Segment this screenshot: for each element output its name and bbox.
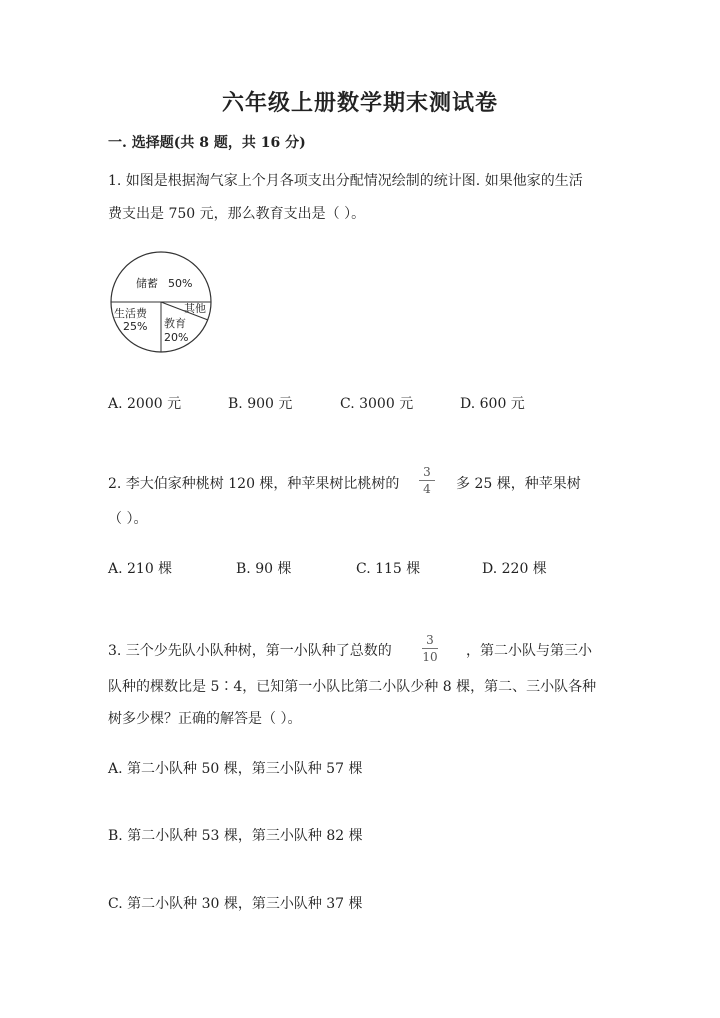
q2-option-a: A. 210 棵 [108, 561, 173, 577]
pie-label-living: 生活费 [114, 307, 147, 320]
pie-label-education: 教育 [164, 317, 186, 330]
pie-value-savings: 50% [168, 277, 193, 290]
pie-label-other: 其他 [184, 302, 206, 315]
q3-line1-end: ，第二小队与第三小 [466, 643, 592, 659]
q1-option-c: C. 3000 元 [340, 396, 414, 412]
page-title: 六年级上册数学期末测试卷 [221, 90, 498, 116]
q3-fraction [420, 633, 440, 664]
q2-fraction-bar [419, 480, 435, 481]
q3-fraction-numerator: 3 [426, 633, 434, 647]
q2-option-b: B. 90 棵 [236, 561, 292, 577]
q3-line2: 队种的棵数比是 5∶4，已知第一小队比第二小队少种 8 棵，第二、三小队各种 [108, 679, 597, 695]
q1-option-d: D. 600 元 [460, 396, 525, 412]
pie-value-living: 25% [123, 320, 148, 333]
q3-option-c: C. 第二小队种 30 棵，第三小队种 37 棵 [108, 896, 363, 912]
q3-line1-start: 3. 三个少先队小队种树，第一小队种了总数的 [108, 643, 392, 659]
q2-line1-end: 多 25 棵，种苹果树 [456, 476, 581, 492]
q1-line1: 1. 如图是根据淘气家上个月各项支出分配情况绘制的统计图. 如果他家的生活 [108, 173, 583, 189]
q3-fraction-denominator: 10 [422, 650, 438, 664]
q2-line2: （ ）。 [108, 511, 148, 527]
section-heading: 一. 选择题(共 8 题，共 16 分) [108, 135, 306, 151]
q1-line2: 费支出是 750 元，那么教育支出是（ ）。 [108, 206, 366, 222]
q1-option-b: B. 900 元 [228, 396, 293, 412]
q3-option-b: B. 第二小队种 53 棵，第三小队种 82 棵 [108, 828, 363, 844]
q2-fraction-denominator: 4 [423, 482, 431, 496]
pie-chart [106, 250, 216, 360]
q1-option-a: A. 2000 元 [108, 396, 182, 412]
q2-option-d: D. 220 棵 [482, 561, 547, 577]
q3-option-a: A. 第二小队种 50 棵，第三小队种 57 棵 [108, 761, 363, 777]
q2-line1-start: 2. 李大伯家种桃树 120 棵，种苹果树比桃树的 [108, 476, 400, 492]
pie-label-savings: 储蓄 [136, 277, 158, 290]
q2-option-c: C. 115 棵 [356, 561, 421, 577]
q3-line3: 树多少棵？正确的解答是（ ）。 [108, 711, 302, 727]
q3-fraction-bar [422, 648, 438, 649]
q2-fraction-numerator: 3 [423, 465, 431, 479]
pie-value-education: 20% [164, 331, 189, 344]
q2-fraction [417, 465, 437, 496]
